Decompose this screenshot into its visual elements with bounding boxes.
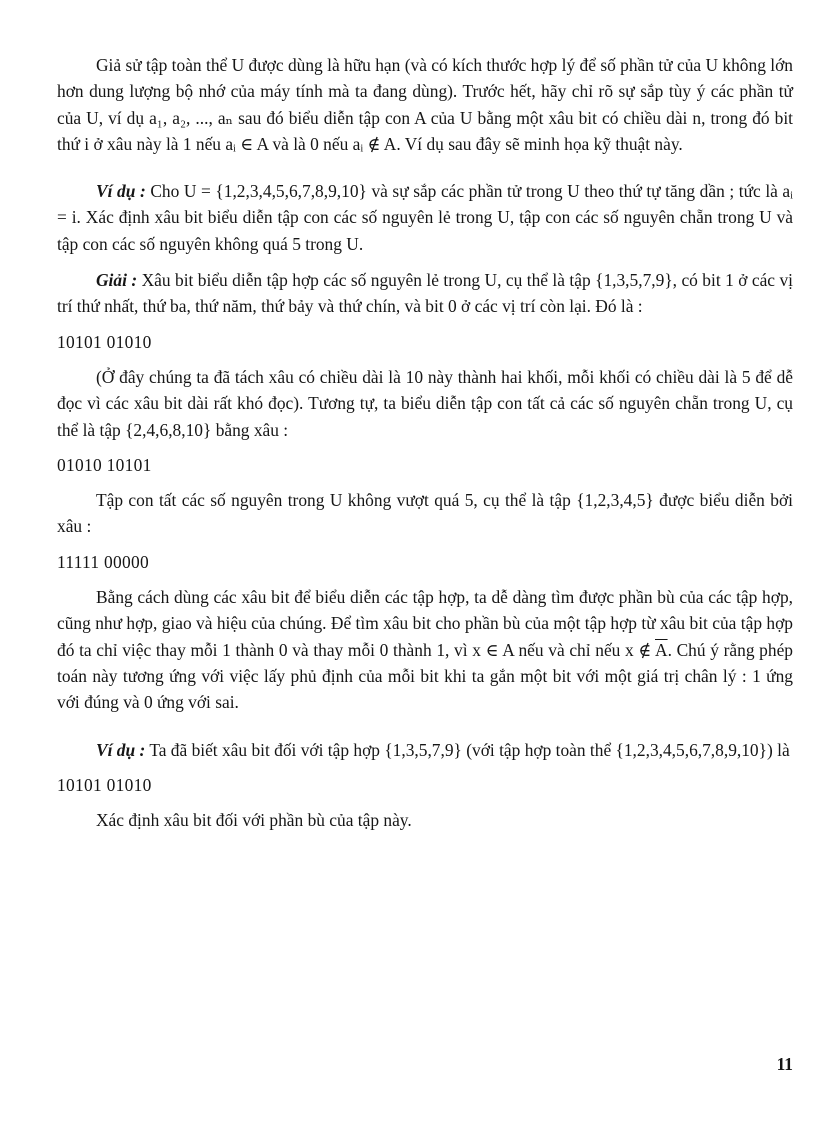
bit-string-example-2: 10101 01010 bbox=[57, 774, 152, 795]
example-text: Cho U = {1,2,3,4,5,6,7,8,9,10} và sự sắp các phần tử trong U theo thứ tự tăng dần ; tức là aᵢ = i. Xác định xâu bit biểu diễn tập con các số nguyên lẻ trong U, tập con các số nguyên chẵn trong U và tập con các số nguyên không quá 5 trong U. bbox=[57, 181, 793, 254]
solution-label: Giải : bbox=[96, 270, 138, 291]
paragraph-example-2 bbox=[57, 737, 793, 763]
complement-text-b: . Chú ý rằng phép toán này tương ứng với việc lấy phủ định của mỗi bit khi ta gắn một bit với một giá trị chân lý : 1 ứng với đúng và 0 ứng với sai. bbox=[57, 639, 793, 713]
paragraph-subset-le-5: Tập con tất các số nguyên trong U không vượt quá 5, cụ thể là tập {1,2,3,4,5} được biểu diễn bởi xâu : bbox=[57, 490, 793, 537]
paragraph-solution bbox=[57, 267, 793, 320]
paragraph-task: Xác định xâu bit đối với phần bù của tập này. bbox=[96, 810, 412, 831]
bit-string-odd: 10101 01010 bbox=[57, 331, 152, 352]
paragraph-example-1 bbox=[57, 178, 793, 257]
example-2-label: Ví dụ : bbox=[96, 739, 146, 760]
bit-string-even: 01010 10101 bbox=[57, 454, 152, 475]
example-2-text: Ta đã biết xâu bit đối với tập hợp {1,3,5,7,9} (với tập hợp toàn thể {1,2,3,4,5,6,7,8,9,10}) là bbox=[145, 739, 790, 760]
solution-text: Xâu bit biểu diễn tập hợp các số nguyên lẻ trong U, cụ thể là tập {1,3,5,7,9}, có bit 1 ở các vị trí thứ nhất, thứ ba, thứ năm, thứ bảy và thứ chín, và bit 0 ở các vị trí còn lại. Đó là : bbox=[57, 270, 793, 317]
paragraph-complement bbox=[57, 584, 793, 715]
complement-text-a: Bằng cách dùng các xâu bit để biểu diễn các tập hợp, ta dễ dàng tìm được phần bù của các tập hợp, cũng như hợp, giao và hiệu của chúng. Để tìm xâu bit cho phần bù của một tập hợp từ xâu bit của tập hợp đó ta chỉ việc thay mỗi 1 thành 0 và thay mỗi 0 thành 1, vì x ∈ A nếu và chỉ nếu x ∉ bbox=[57, 587, 793, 660]
bit-string-le-5: 11111 00000 bbox=[57, 551, 150, 572]
page-body bbox=[57, 52, 793, 833]
complement-set-symbol: $\overline{A}$ bbox=[655, 639, 668, 660]
example-label: Ví dụ : bbox=[96, 181, 146, 202]
paragraph-intro: Giả sử tập toàn thể U được dùng là hữu hạn (và có kích thước hợp lý để số phần tử của U không lớn hơn dung lượng bộ nhớ của máy tính mà ta đang dùng). Trước hết, hãy chỉ rõ sự sắp tùy ý các phần tử của U, ví dụ a₁, a₂, ..., aₙ sau đó biểu diễn tập con A của U bằng một xâu bit có chiều dài n, trong đó bit thứ i ở xâu này là 1 nếu aᵢ ∈ A và là 0 nếu aᵢ ∉ A. Ví dụ sau đây sẽ minh họa kỹ thuật này. bbox=[57, 55, 793, 154]
page-number: 11 bbox=[776, 1054, 793, 1074]
paragraph-explanation: (Ở đây chúng ta đã tách xâu có chiều dài là 10 này thành hai khối, mỗi khối có chiều dài là 5 để dễ đọc vì các xâu bit dài rất khó đọc). Tương tự, ta biểu diễn tập con tất cả các số nguyên chẵn trong U, cụ thể là tập {2,4,6,8,10} bằng xâu : bbox=[57, 366, 793, 440]
